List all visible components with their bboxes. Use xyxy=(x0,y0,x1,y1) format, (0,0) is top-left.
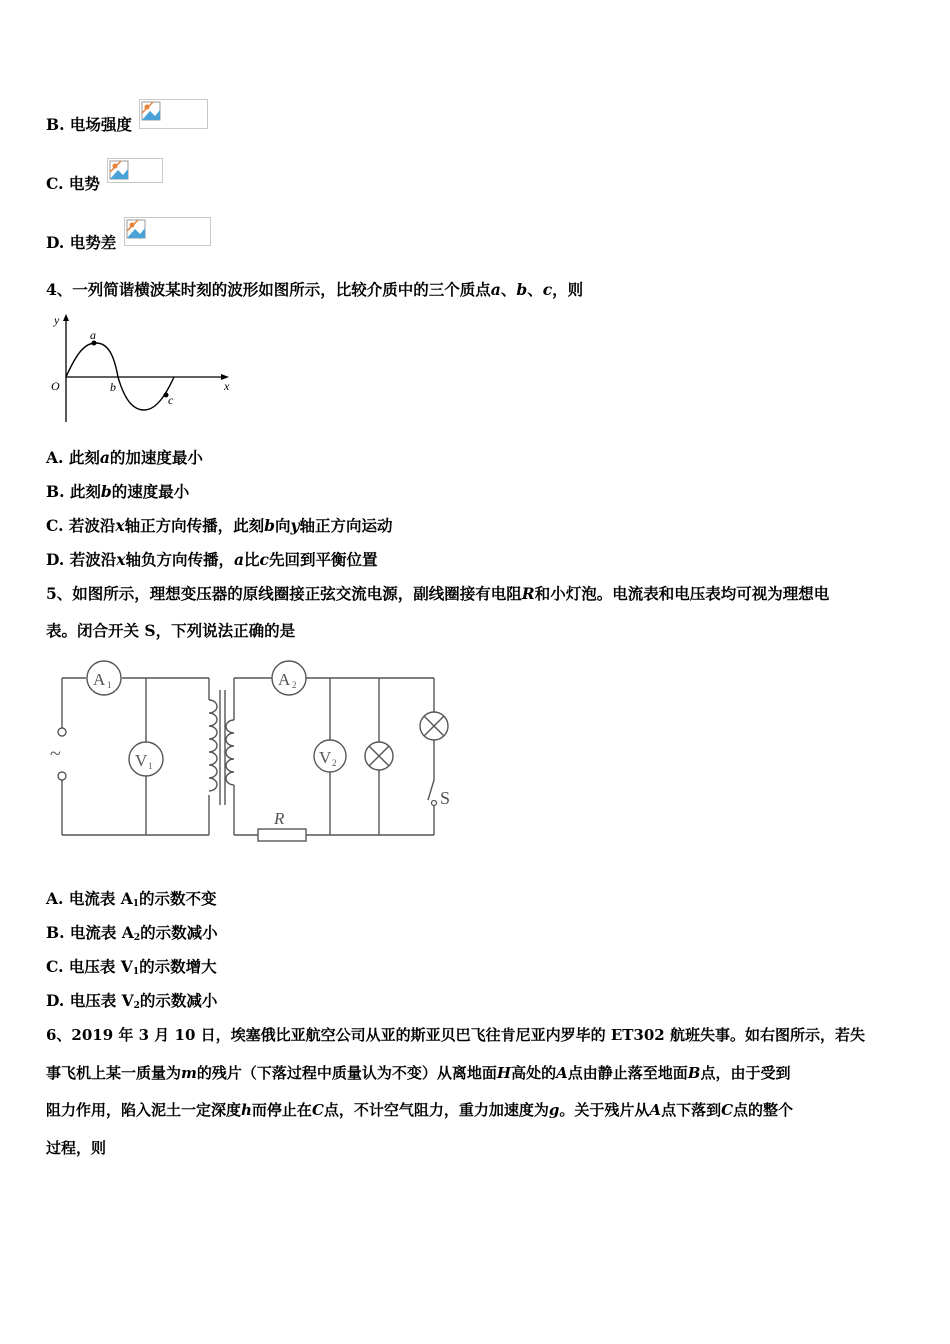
v1-label: V xyxy=(135,751,148,770)
q5-option-c: C. 电压表 $V_1$的示数增大 xyxy=(46,957,217,977)
option-letter: B. xyxy=(46,115,65,134)
v2-sub: 2 xyxy=(332,758,337,768)
q4-option-c: C. 若波沿x轴正方向传播，此刻b向y轴正方向运动 xyxy=(46,516,393,535)
option-letter: C. xyxy=(46,174,64,193)
option-text: 电场强度 xyxy=(69,115,132,134)
broken-image-icon xyxy=(139,99,208,129)
v1-sub: 1 xyxy=(148,761,153,771)
q4-option-d: D. 若波沿x轴负方向传播，a比c先回到平衡位置 xyxy=(46,550,378,569)
s-label: S xyxy=(440,788,451,808)
q6-stem-line4: 过程，则 xyxy=(46,1139,107,1157)
q6-stem-line2: 事飞机上某一质量为m的残片（下落过程中质量认为不变）从离地面H高处的A点由静止落至地面B点，由于受到 xyxy=(46,1064,791,1082)
broken-image-icon xyxy=(124,217,211,246)
b-label: b xyxy=(110,380,116,394)
wave-figure xyxy=(46,310,236,425)
q3-option-d xyxy=(46,233,116,253)
q4-option-b: B. 此刻b的速度最小 xyxy=(46,482,190,501)
c-label: c xyxy=(168,393,174,407)
a1-label: A xyxy=(93,670,106,689)
q5-option-b: B. 电流表 $A_2$的示数减小 xyxy=(46,923,218,943)
r-label: R xyxy=(274,809,285,828)
x-label: x xyxy=(224,379,230,393)
q4-stem: 4、一列简谐横波某时刻的波形如图所示，比较介质中的三个质点a、b、c，则 xyxy=(46,280,584,299)
ac-source-label: ~ xyxy=(50,743,61,765)
option-letter: D. xyxy=(46,233,65,252)
option-text: 电势差 xyxy=(69,233,117,252)
a1-sub: 1 xyxy=(107,680,112,690)
q5-option-a: A. 电流表 $A_1$的示数不变 xyxy=(46,889,217,909)
q4-option-a: A. 此刻a的加速度最小 xyxy=(46,448,203,467)
a2-sub: 2 xyxy=(292,680,297,690)
q5-stem-line1: 5、如图所示，理想变压器的原线圈接正弦交流电源，副线圈接有电阻R和小灯泡。电流表和电压表均可视为理想电 xyxy=(46,584,830,603)
broken-image-icon xyxy=(107,158,163,183)
q3-option-c xyxy=(46,174,100,194)
q5-stem-line2: 表。闭合开关 S，下列说法正确的是 xyxy=(46,621,296,640)
circuit-figure xyxy=(46,660,466,845)
origin-label: O xyxy=(51,379,60,393)
option-text: 电势 xyxy=(68,174,100,193)
q5-option-d: D. 电压表 $V_2$的示数减小 xyxy=(46,991,218,1011)
a-label: a xyxy=(90,328,96,342)
v2-label: V xyxy=(319,748,332,767)
q3-option-b xyxy=(46,115,132,135)
q6-stem-line3: 阻力作用，陷入泥土一定深度h而停止在C点，不计空气阻力，重力加速度为g。关于残片从A点下落到C点的整个 xyxy=(46,1101,794,1119)
a2-label: A xyxy=(278,670,291,689)
y-label: y xyxy=(54,313,60,327)
q6-stem-line1: 6、2019 年 3 月 10 日，埃塞俄比亚航空公司从亚的斯亚贝巴飞往肯尼亚内罗毕的 ET302 航班失事。如右图所示，若失 xyxy=(46,1026,865,1044)
